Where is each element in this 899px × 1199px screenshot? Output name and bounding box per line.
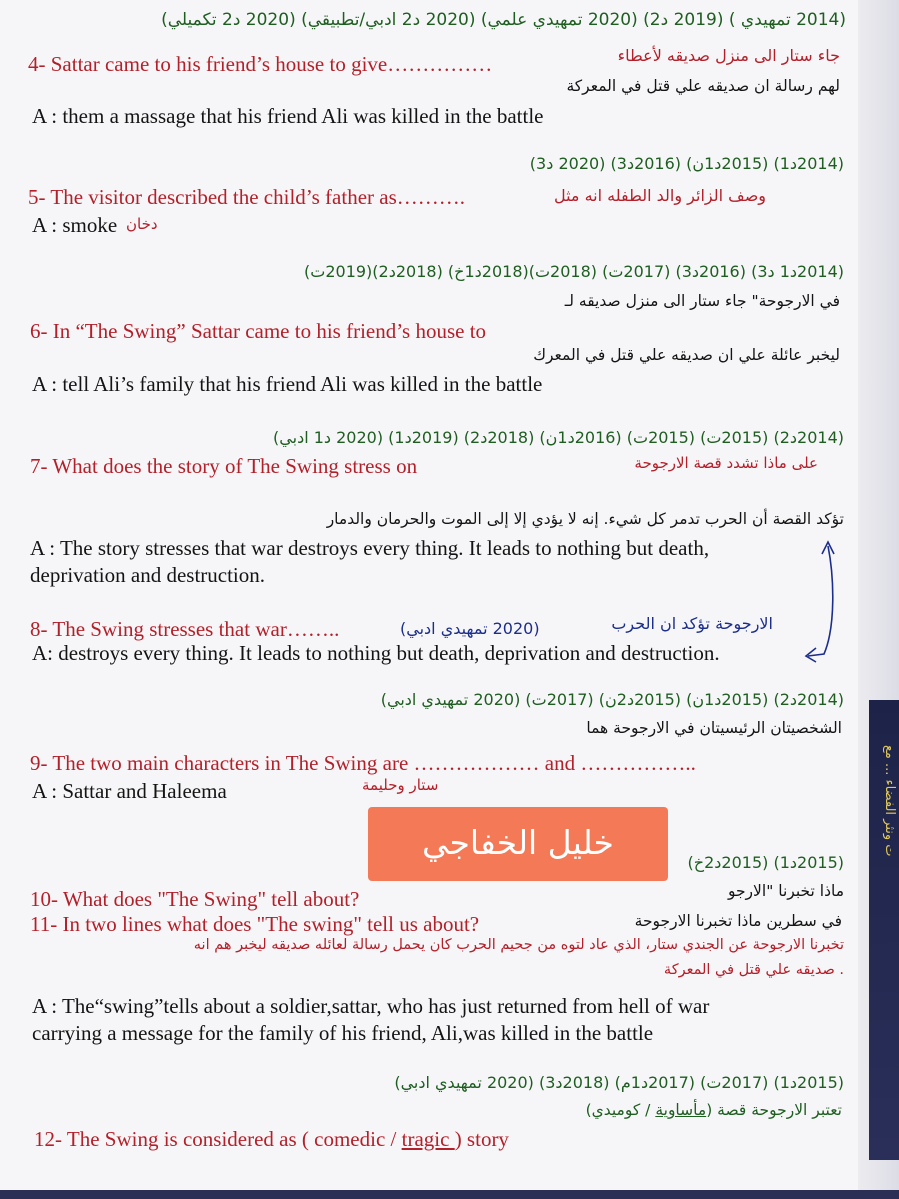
q12-arabic-question: تعتبر الارجوحة قصة (مأساوية / كوميدي) (585, 1101, 842, 1119)
q12-question: 12- The Swing is considered as ( comedic / tragic ) story (34, 1127, 509, 1151)
q5-question: 5- The visitor described the child’s father as………. (28, 185, 466, 209)
q6-answer: A : tell Ali’s family that his friend Ali was killed in the battle (32, 372, 543, 396)
q9-years: (2014د2) (2015د1ن) (2015د2ن) (2017ت) (2020 تمهيدي ادبي) (380, 690, 844, 709)
q7-arabic-answer: تؤكد القصة أن الحرب تدمر كل شيء. إنه لا يؤدي إلا إلى الموت والحرمان والدمار (326, 510, 844, 528)
author-watermark-badge (368, 807, 668, 881)
bottom-bar (0, 1190, 899, 1199)
q8-arabic-question: الارجوحة تؤكد ان الحرب (611, 614, 773, 633)
q7-years: (2014د2) (2015ت) (2015ت) (2016د1ن) (2018د2) (2019د1) (2020 د1 ادبي) (273, 428, 844, 447)
q9-question: 9- The two main characters in The Swing are ……………… and …………….. (30, 751, 696, 775)
q5-answer: A : smoke (32, 213, 118, 237)
answer-reference-arrow (800, 536, 850, 666)
q7-answer-line1: A : The story stresses that war destroys every thing. It leads to nothing but death, (30, 536, 710, 560)
q10-years: (2015د1) (2015د2خ) (687, 853, 844, 872)
q6-years: (2014د1 د3) (2016د3) (2017ت) (2018ت)(2018د1خ) (2018د2)(2019ت) (304, 262, 844, 281)
q7-question: 7- What does the story of The Swing stress on (30, 454, 418, 478)
q6-arabic-answer: ليخبر عائلة علي ان صديقه علي قتل في المعرك (533, 346, 840, 364)
q12-years: (2015د1) (2017ت) (2017د1م) (2018د3) (2020 تمهيدي ادبي) (394, 1073, 844, 1092)
q11-answer-line1: A : The“swing”tells about a soldier,sattar, who has just returned from hell of war (32, 994, 710, 1018)
q8-years: (2020 تمهيدي ادبي) (400, 619, 540, 638)
q5-years: (2014د1) (2015د1ن) (2016د3) (2020 د3) (529, 154, 844, 173)
q7-arabic-question: على ماذا تشدد قصة الارجوحة (634, 454, 818, 472)
q10-question: 10- What does "The Swing" tell about? (30, 887, 360, 911)
q7-answer-line2: deprivation and destruction. (30, 563, 266, 587)
q4-arabic-question: جاء ستار الى منزل صديقه لأعطاء (617, 46, 840, 65)
q9-answer: A : Sattar and Haleema (32, 779, 227, 803)
q10-arabic-question: ماذا تخبرنا "الارجو (727, 882, 844, 900)
q8-answer: A: destroys every thing. It leads to nothing but death, deprivation and destruction. (32, 641, 720, 665)
q9-arabic-question: الشخصيتان الرئيسيتان في الارجوحة هما (586, 719, 842, 737)
q4-question: 4- Sattar came to his friend’s house to give…………… (28, 52, 493, 76)
q5-arabic-answer: دخان (126, 215, 158, 233)
q6-question: 6- In “The Swing” Sattar came to his friend’s house to (30, 319, 487, 343)
q11-arabic-question: في سطرين ماذا تخبرنا الارجوحة (634, 912, 842, 930)
q11-question: 11- In two lines what does "The swing" tell us about? (30, 912, 480, 936)
author-watermark-label: خليل الخفاجي (422, 823, 614, 862)
q4-years: (2014 تمهيدي ) (2019 د2) (2020 تمهيدي علمي) (2020 د2 ادبي/تطبيقي) (2020 د2 تكميلي) (161, 10, 846, 30)
q12-arabic-underlined-choice: مأساوية (655, 1101, 707, 1119)
q11-arabic-answer-line1: تخبرنا الارجوحة عن الجندي ستار، الذي عاد لتوه من جحيم الحرب كان يحمل رسالة لعائله صديقه ليخبر هم انه (193, 937, 844, 953)
q11-answer-line2: carrying a message for the family of his friend, Ali,was killed in the battle (32, 1021, 654, 1045)
q6-arabic-question: في الارجوحة" جاء ستار الى منزل صديقه لـ (564, 292, 840, 310)
q8-question: 8- The Swing stresses that war…….. (30, 617, 340, 641)
q4-answer: A : them a massage that his friend Ali was killed in the battle (32, 104, 544, 128)
q11-arabic-answer-line2: . صديقه علي قتل في المعركة (663, 962, 844, 978)
q9-arabic-answer: ستار وحليمة (362, 776, 439, 794)
right-edge-text: ت ونثر الفضاء ... مع (882, 745, 897, 857)
q5-arabic-question: وصف الزائر والد الطفله انه مثل (553, 186, 766, 205)
q4-arabic-answer: لهم رسالة ان صديقه علي قتل في المعركة (566, 77, 840, 95)
right-edge-strip (858, 0, 899, 1199)
q12-underlined-choice: tragic (401, 1127, 455, 1151)
